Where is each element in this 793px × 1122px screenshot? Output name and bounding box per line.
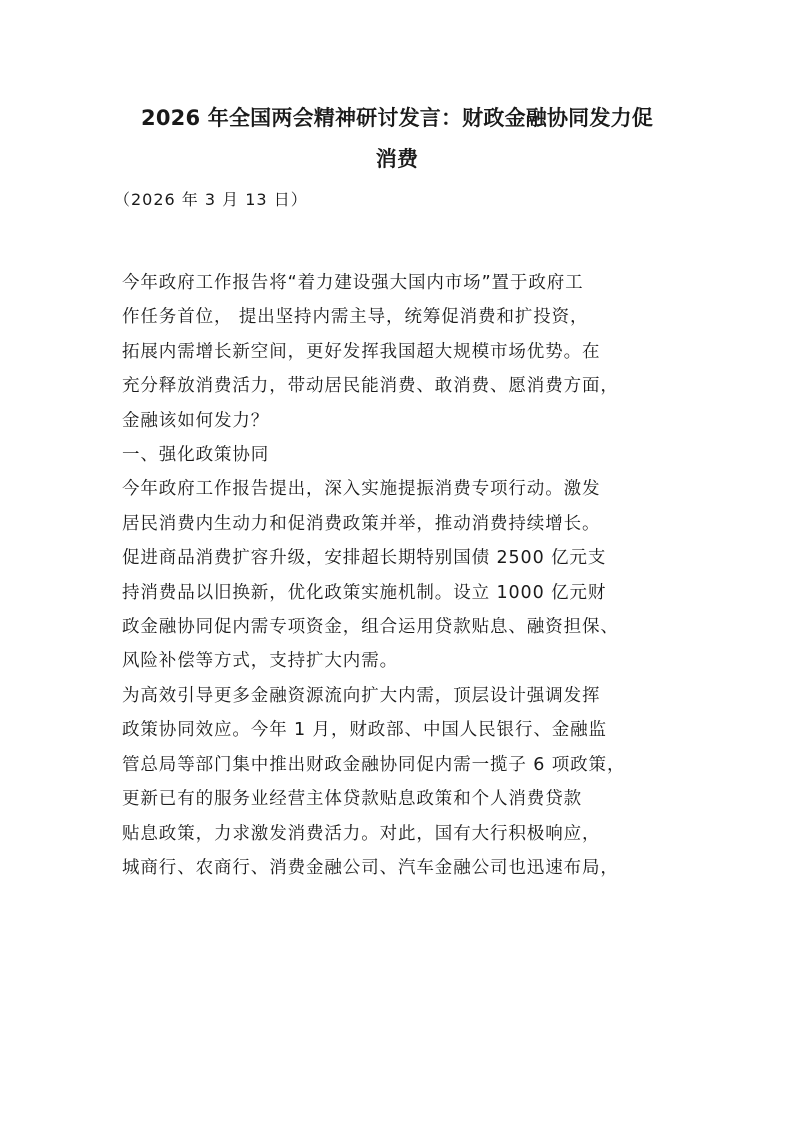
- text-line: 城商行、农商行、消费金融公司、汽车金融公司也迅速布局，: [122, 857, 619, 878]
- text-line: 贴息政策，力求激发消费活力。对此，国有大行积极响应，: [122, 823, 601, 844]
- text-line: 充分释放消费活力，带动居民能消费、敢消费、愿消费方面，: [122, 376, 619, 397]
- text-line: 促进商品消费扩容升级，安排超长期特别国债 2500 亿元支: [122, 548, 607, 569]
- text-line: 金融该如何发力？: [122, 410, 270, 431]
- text-line: 持消费品以旧换新，优化政策实施机制。设立 1000 亿元财: [122, 582, 607, 603]
- document-title: [114, 98, 680, 180]
- paragraph-policy: [122, 472, 682, 678]
- text-line: 居民消费内生动力和促消费政策并举，推动消费持续增长。: [122, 513, 601, 534]
- text-line: 为高效引导更多金融资源流向扩大内需，顶层设计强调发挥: [122, 685, 601, 706]
- text-line: 今年政府工作报告将“着力建设强大国内市场”置于政府工: [122, 273, 584, 293]
- text-line: 风险补偿等方式，支持扩大内需。: [122, 651, 398, 672]
- text-line: 拓展内需增长新空间，更好发挥我国超大规模市场优势。在: [122, 341, 601, 362]
- document-date: （2026 年 3 月 13 日）: [114, 190, 308, 209]
- text-line: 今年政府工作报告提出，深入实施提振消费专项行动。激发: [122, 479, 601, 500]
- document-body: [122, 266, 682, 885]
- title-line: 消费: [375, 147, 419, 171]
- heading-text: 一、强化政策协同: [122, 445, 270, 466]
- title-line: 2026 年全国两会精神研讨发言：财政金融协同发力促: [141, 106, 653, 130]
- paragraph-coordination: [122, 679, 682, 885]
- text-line: 更新已有的服务业经营主体贷款贴息政策和个人消费贷款: [122, 789, 582, 810]
- text-line: 政策协同效应。今年 1 月，财政部、中国人民银行、金融监: [122, 720, 607, 741]
- section-heading: [122, 438, 682, 472]
- text-line: 管总局等部门集中推出财政金融协同促内需一揽子 6 项政策，: [122, 754, 626, 775]
- paragraph-intro: [122, 266, 682, 438]
- text-line: 政金融协同促内需专项资金，组合运用贷款贴息、融资担保、: [122, 617, 619, 638]
- text-line: 作任务首位， 提出坚持内需主导，统筹促消费和扩投资，: [122, 307, 589, 328]
